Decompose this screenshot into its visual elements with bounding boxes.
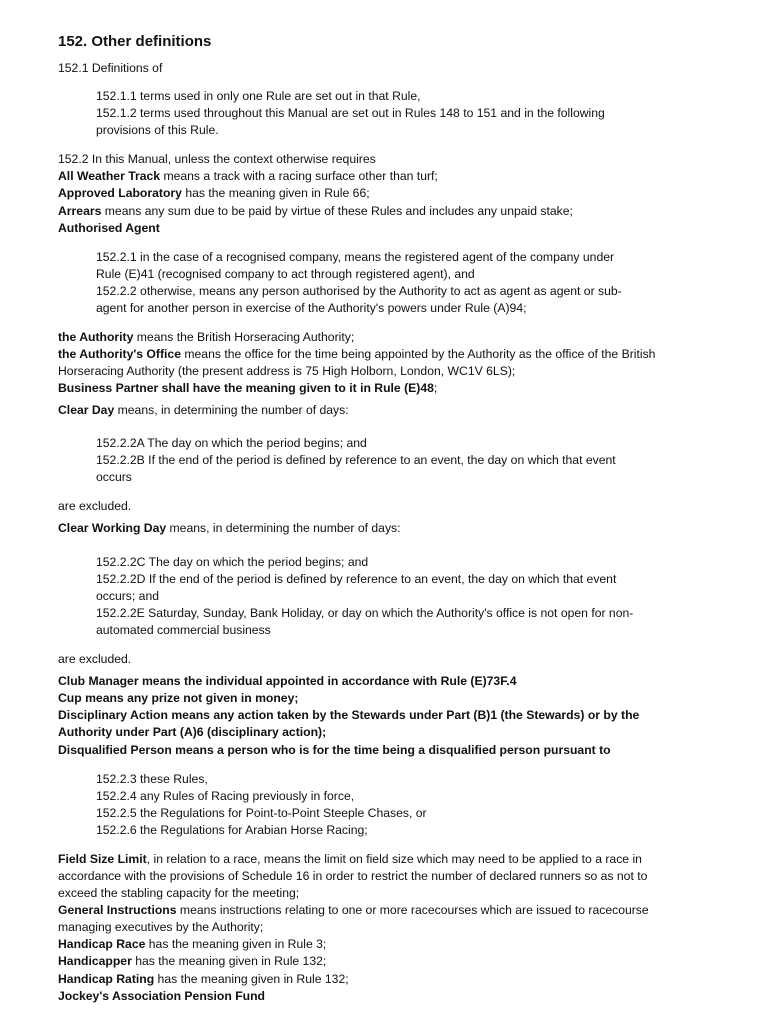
item-152-2-2b: 152.2.2B If the end of the period is defined by reference to an event, the day on which that event (96, 453, 616, 467)
term: Handicap Race (58, 937, 146, 951)
item-152-1-2-cont: provisions of this Rule. (96, 123, 219, 137)
item-152-2-2-cont: agent for another person in exercise of the Authority's powers under Rule (A)94; (96, 301, 527, 315)
definition-text: means the British Horseracing Authority; (133, 330, 355, 344)
definition-text: has the meaning given in Rule 132; (131, 954, 327, 968)
item-152-2-2d: 152.2.2D If the end of the period is defined by reference to an event, the day on which that event (96, 572, 617, 586)
definition-text: ; (433, 381, 438, 395)
definition-disciplinary-action: Disciplinary Action means any action taken by the Stewards under Part (B)1 (the Stewards) or by the (58, 708, 640, 722)
term: Clear Working Day (58, 521, 167, 535)
definition-authority-office-cont: Horseracing Authority (the present address is 75 High Holborn, London, WC1V 6LS); (58, 364, 516, 378)
definition-authorised-agent: Authorised Agent (58, 221, 160, 235)
clear-day-excluded: are excluded. (58, 499, 132, 513)
definition-text: means, in determining the number of days: (114, 403, 349, 417)
definition-approved-laboratory (58, 185, 370, 201)
definition-general-instructions (58, 902, 649, 918)
paragraph-152-2: 152.2 In this Manual, unless the context otherwise requires (58, 152, 376, 166)
definition-the-authority (58, 329, 354, 345)
term: General Instructions (58, 903, 177, 917)
item-152-2-4: 152.2.4 any Rules of Racing previously in force, (96, 789, 355, 803)
definition-field-size-limit-cont: accordance with the provisions of Schedule 16 in order to restrict the number of declared runners so as not to (58, 869, 648, 883)
clear-working-day-excluded: are excluded. (58, 652, 132, 666)
item-152-2-1-cont: Rule (E)41 (recognised company to act through registered agent), and (96, 267, 475, 281)
definition-text: means, in determining the number of days: (166, 521, 401, 535)
definition-text: means a track with a racing surface other than turf; (160, 169, 438, 183)
item-152-2-5: 152.2.5 the Regulations for Point-to-Point Steeple Chases, or (96, 806, 427, 820)
definition-text: has the meaning given in Rule 3; (145, 937, 327, 951)
item-152-2-1: 152.2.1 in the case of a recognised company, means the registered agent of the company under (96, 250, 615, 264)
definition-general-instructions-cont: managing executives by the Authority; (58, 920, 264, 934)
definition-arrears (58, 203, 573, 219)
item-152-2-2c: 152.2.2C The day on which the period begins; and (96, 555, 369, 569)
term: Clear Day (58, 403, 115, 417)
definition-text: has the meaning given in Rule 132; (154, 972, 349, 986)
term: Arrears (58, 204, 102, 218)
term: Handicapper (58, 954, 132, 968)
item-152-2-6: 152.2.6 the Regulations for Arabian Horse Racing; (96, 823, 368, 837)
definition-disciplinary-action-cont: Authority under Part (A)6 (disciplinary action); (58, 725, 327, 739)
definition-clear-working-day (58, 520, 401, 536)
definition-clear-day (58, 402, 349, 418)
item-152-2-2: 152.2.2 otherwise, means any person authorised by the Authority to act as agent as agent or sub- (96, 284, 622, 298)
definition-text: , in relation to a race, means the limit on field size which may need to be applied to a race in (146, 852, 642, 866)
definition-text: means instructions relating to one or more racecourses which are issued to racecourse (176, 903, 649, 917)
definition-field-size-limit (58, 851, 642, 867)
definition-authority-office (58, 346, 655, 362)
definition-text: has the meaning given in Rule 66; (181, 186, 370, 200)
term: Field Size Limit (58, 852, 147, 866)
term: Business Partner shall have the meaning given to it in Rule (E)48 (58, 381, 434, 395)
definition-jockeys-association-pension-fund: Jockey's Association Pension Fund (58, 989, 265, 1003)
definition-handicap-rating (58, 971, 349, 987)
section-heading: 152. Other definitions (58, 33, 212, 50)
item-152-2-2e-cont: automated commercial business (96, 623, 271, 637)
definition-disqualified-person: Disqualified Person means a person who is for the time being a disqualified person pursuant to (58, 743, 611, 757)
definition-business-partner (58, 380, 437, 396)
definition-field-size-limit-cont2: exceed the stabling capacity for the meeting; (58, 886, 300, 900)
term: the Authority's Office (58, 347, 181, 361)
term: the Authority (58, 330, 134, 344)
definition-all-weather-track (58, 168, 438, 184)
item-152-1-2: 152.1.2 terms used throughout this Manual are set out in Rules 148 to 151 and in the following (96, 106, 605, 120)
term: Approved Laboratory (58, 186, 182, 200)
definition-club-manager: Club Manager means the individual appointed in accordance with Rule (E)73F.4 (58, 674, 517, 688)
item-152-2-3: 152.2.3 these Rules, (96, 772, 208, 786)
item-152-2-2d-cont: occurs; and (96, 589, 160, 603)
definition-handicap-race (58, 936, 326, 952)
definition-text: means any sum due to be paid by virtue of these Rules and includes any unpaid stake; (101, 204, 573, 218)
item-152-1-1: 152.1.1 terms used in only one Rule are set out in that Rule, (96, 89, 421, 103)
paragraph-152-1: 152.1 Definitions of (58, 61, 163, 75)
item-152-2-2e: 152.2.2E Saturday, Sunday, Bank Holiday, or day on which the Authority's office is not open for non- (96, 606, 634, 620)
definition-cup: Cup means any prize not given in money; (58, 691, 299, 705)
item-152-2-2a: 152.2.2A The day on which the period begins; and (96, 436, 367, 450)
definition-text: means the office for the time being appointed by the Authority as the office of the British (180, 347, 656, 361)
definition-handicapper (58, 953, 326, 969)
item-152-2-2b-cont: occurs (96, 470, 132, 484)
term: Handicap Rating (58, 972, 155, 986)
term: All Weather Track (58, 169, 161, 183)
